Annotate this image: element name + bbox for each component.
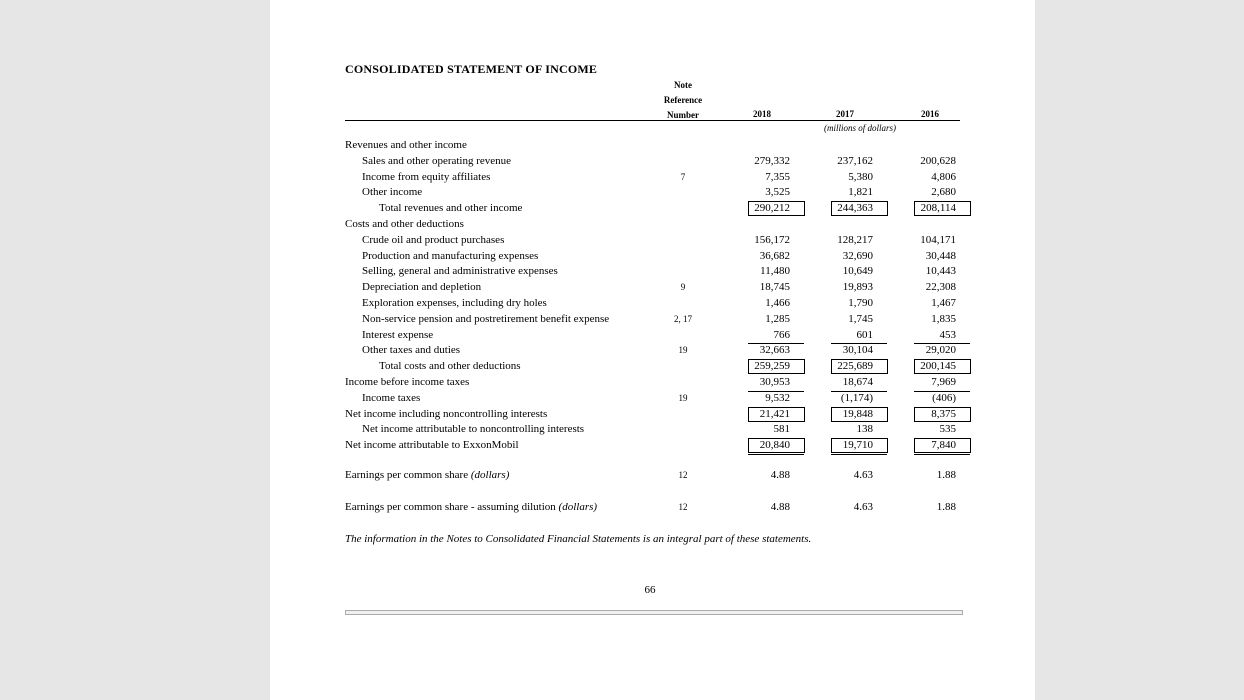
row-value-2017: 1,745 — [848, 312, 873, 325]
cell-rule — [887, 359, 888, 374]
row-value-2016: 208,114 — [920, 202, 956, 215]
row-value-2016: 453 — [939, 328, 956, 341]
table-row — [270, 137, 1035, 153]
cell-rule — [831, 438, 832, 453]
table-row — [270, 342, 1035, 358]
cell-rule — [970, 438, 971, 453]
row-value-2017: 10,649 — [842, 265, 873, 278]
row-value-2018: 581 — [773, 423, 790, 436]
row-value-2018: 20,840 — [759, 439, 790, 452]
cell-rule — [914, 201, 970, 202]
row-note-ref: 19 — [678, 345, 688, 356]
table-row — [270, 232, 1035, 248]
cell-rule — [831, 421, 887, 422]
row-value-2017: 244,363 — [837, 202, 873, 215]
cell-rule — [914, 359, 970, 360]
page-number: 66 — [644, 584, 656, 596]
row-value-2017: 32,690 — [842, 249, 873, 262]
eps-label — [345, 499, 597, 515]
row-label: Non-service pension and postretirement benefit expense — [362, 312, 610, 325]
row-value-2016: 10,443 — [925, 265, 956, 278]
cell-rule — [914, 215, 970, 216]
row-value-2016: 8,375 — [931, 407, 956, 420]
cell-rule — [748, 373, 804, 374]
row-value-2017: 128,217 — [837, 233, 873, 246]
table-row — [270, 437, 1035, 453]
eps-row — [270, 467, 1035, 483]
row-label: Revenues and other income — [345, 139, 467, 151]
row-label: Interest expense — [362, 328, 434, 341]
eps-value-2017: 4.63 — [853, 501, 873, 513]
row-label: Total revenues and other income — [379, 202, 523, 215]
cell-rule — [748, 421, 804, 422]
row-value-2016: 4,806 — [931, 170, 956, 183]
cell-rule — [748, 391, 804, 392]
row-value-2018: 9,532 — [765, 391, 790, 404]
row-value-2017: 601 — [856, 328, 873, 341]
cell-rule — [831, 359, 887, 360]
units-label: (millions of dollars) — [823, 123, 896, 133]
row-note-ref: 2, 17 — [674, 313, 692, 324]
row-note-ref: 7 — [680, 171, 686, 182]
table-row — [270, 390, 1035, 406]
cell-rule — [748, 452, 804, 455]
row-value-2017: (1,174) — [840, 391, 873, 404]
row-value-2017: 237,162 — [837, 154, 873, 167]
table-row — [270, 295, 1035, 311]
eps-label-text: Earnings per common share — [345, 469, 469, 481]
row-value-2018: 21,421 — [759, 407, 790, 420]
row-value-2018: 7,355 — [765, 170, 790, 183]
row-label: Net income attributable to ExxonMobil — [345, 439, 519, 452]
row-label: Net income attributable to noncontrolling interests — [362, 423, 585, 436]
row-value-2017: 19,893 — [842, 281, 873, 294]
eps-value-2016: 1.88 — [936, 469, 956, 481]
row-value-2017: 18,674 — [842, 376, 873, 388]
row-value-2016: 7,969 — [931, 376, 956, 388]
cell-rule — [914, 407, 970, 408]
row-label: Income before income taxes — [345, 376, 470, 388]
cell-rule — [748, 215, 804, 216]
cell-rule — [748, 359, 804, 360]
row-label: Other income — [362, 186, 423, 199]
row-value-2016: 535 — [939, 423, 956, 436]
cell-rule — [831, 343, 887, 344]
row-label: Total costs and other deductions — [379, 360, 521, 373]
cell-rule — [804, 438, 805, 453]
cell-rule — [831, 407, 887, 408]
row-label: Depreciation and depletion — [362, 281, 482, 294]
row-value-2018: 279,332 — [754, 154, 790, 167]
row-label: Other taxes and duties — [362, 344, 461, 357]
table-row — [270, 421, 1035, 437]
row-value-2016: 1,467 — [931, 297, 956, 309]
row-label: Income from equity affiliates — [362, 170, 491, 183]
cell-rule — [914, 438, 915, 453]
eps-label-text: Earnings per common share - assuming dilution — [345, 501, 556, 513]
row-value-2018: 259,259 — [754, 360, 790, 373]
cell-rule — [748, 343, 804, 344]
table-row — [270, 327, 1035, 343]
row-value-2016: 104,171 — [920, 233, 956, 246]
cell-rule — [887, 201, 888, 216]
table-row — [270, 279, 1035, 295]
row-value-2018: 36,682 — [759, 249, 790, 262]
row-value-2016: 30,448 — [925, 249, 956, 262]
cell-rule — [887, 438, 888, 453]
eps-label-unit: (dollars) — [558, 501, 598, 513]
row-label: Exploration expenses, including dry holes — [362, 297, 547, 309]
cell-rule — [831, 438, 887, 439]
bottom-rule — [345, 610, 963, 615]
row-value-2018: 1,466 — [765, 297, 790, 309]
row-label: Costs and other deductions — [345, 218, 464, 230]
note-reference-header: Note Reference Number — [663, 80, 703, 120]
cell-rule — [970, 359, 971, 374]
table-row — [270, 200, 1035, 216]
row-value-2017: 30,104 — [842, 344, 873, 357]
row-value-2016: 29,020 — [925, 344, 956, 357]
row-label: Net income including noncontrolling interests — [345, 407, 548, 420]
cell-rule — [914, 421, 970, 422]
row-value-2016: 7,840 — [931, 439, 956, 452]
row-value-2018: 1,285 — [765, 312, 790, 325]
eps-value-2017: 4.63 — [853, 469, 873, 481]
cell-rule — [748, 438, 804, 439]
eps-note-ref: 12 — [678, 502, 688, 512]
row-value-2018: 3,525 — [765, 186, 790, 199]
row-label: Production and manufacturing expenses — [362, 249, 539, 262]
cell-rule — [804, 407, 805, 422]
eps-note-ref: 12 — [678, 470, 688, 480]
row-value-2017: 19,848 — [842, 407, 873, 420]
cell-rule — [914, 343, 970, 344]
eps-value-2018: 4.88 — [770, 501, 790, 513]
cell-rule — [831, 201, 832, 216]
table-row — [270, 311, 1035, 327]
eps-value-2016: 1.88 — [936, 501, 956, 513]
row-value-2018: 18,745 — [759, 281, 790, 294]
row-label: Crude oil and product purchases — [362, 233, 505, 246]
row-value-2018: 766 — [773, 328, 790, 341]
row-value-2018: 32,663 — [759, 344, 790, 357]
row-value-2018: 156,172 — [754, 233, 790, 246]
table-row — [270, 216, 1035, 232]
footnote: The information in the Notes to Consolidated Financial Statements is an integral part of these statements. — [345, 533, 812, 545]
cell-rule — [914, 407, 915, 422]
cell-rule — [748, 359, 749, 374]
cell-rule — [804, 359, 805, 374]
row-value-2016: 1,835 — [931, 312, 956, 325]
cell-rule — [914, 391, 970, 392]
cell-rule — [748, 407, 749, 422]
eps-label — [345, 467, 509, 483]
row-value-2018: 11,480 — [760, 265, 790, 278]
table-row — [270, 263, 1035, 279]
row-note-ref: 9 — [680, 282, 686, 293]
row-label: Income taxes — [362, 391, 421, 404]
row-value-2018: 290,212 — [754, 202, 790, 215]
row-note-ref: 19 — [678, 392, 688, 403]
row-value-2017: 1,821 — [848, 186, 873, 199]
document-page — [270, 0, 1035, 700]
year-header-2018: 2018 — [753, 109, 771, 119]
cell-rule — [748, 438, 749, 453]
cell-rule — [748, 201, 749, 216]
header-rule — [345, 120, 960, 121]
row-value-2017: 225,689 — [837, 360, 873, 373]
row-label: Selling, general and administrative expenses — [362, 265, 558, 278]
table-row — [270, 248, 1035, 264]
row-value-2017: 19,710 — [842, 439, 873, 452]
cell-rule — [831, 452, 887, 455]
row-value-2016: 200,145 — [920, 360, 956, 373]
table-row — [270, 358, 1035, 374]
cell-rule — [914, 438, 970, 439]
table-row — [270, 169, 1035, 185]
table-row — [270, 184, 1035, 200]
cell-rule — [914, 201, 915, 216]
row-value-2018: 30,953 — [759, 376, 790, 388]
cell-rule — [748, 407, 804, 408]
table-row — [270, 153, 1035, 169]
row-label: Sales and other operating revenue — [362, 154, 512, 167]
cell-rule — [914, 359, 915, 374]
cell-rule — [831, 391, 887, 392]
cell-rule — [887, 407, 888, 422]
cell-rule — [970, 407, 971, 422]
cell-rule — [831, 359, 832, 374]
eps-label-unit: (dollars) — [470, 469, 510, 481]
cell-rule — [914, 373, 970, 374]
cell-rule — [804, 201, 805, 216]
row-value-2016: 200,628 — [920, 154, 956, 167]
cell-rule — [970, 201, 971, 216]
cell-rule — [831, 373, 887, 374]
row-value-2016: 22,308 — [925, 281, 956, 294]
cell-rule — [914, 452, 970, 455]
statement-title: CONSOLIDATED STATEMENT OF INCOME — [345, 62, 598, 76]
cell-rule — [831, 407, 832, 422]
row-value-2016: (406) — [932, 391, 956, 404]
row-value-2016: 2,680 — [931, 186, 956, 199]
row-value-2017: 5,380 — [848, 170, 873, 183]
year-header-2016: 2016 — [921, 109, 939, 119]
eps-value-2018: 4.88 — [770, 469, 790, 481]
table-row — [270, 406, 1035, 422]
cell-rule — [831, 201, 887, 202]
year-header-2017: 2017 — [836, 109, 854, 119]
row-value-2017: 1,790 — [848, 297, 873, 309]
cell-rule — [748, 201, 804, 202]
row-value-2017: 138 — [856, 423, 873, 436]
eps-row — [270, 499, 1035, 515]
table-row — [270, 374, 1035, 390]
cell-rule — [831, 215, 887, 216]
